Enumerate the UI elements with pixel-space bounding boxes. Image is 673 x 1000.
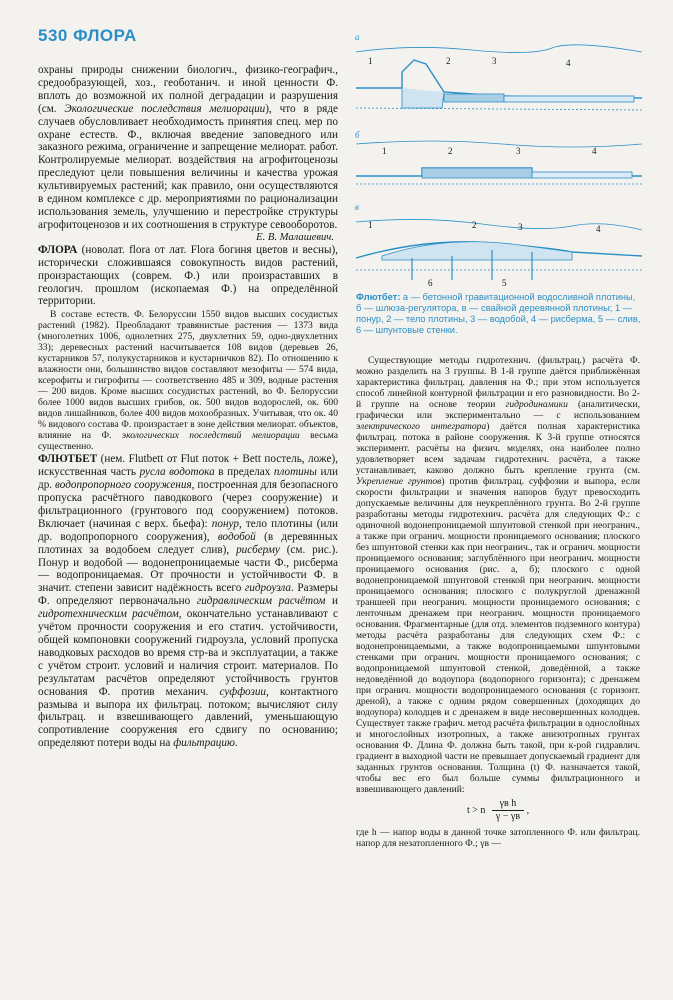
water-line-a [356, 45, 642, 53]
link-ponur[interactable]: понур [211, 517, 239, 530]
ground-a [356, 108, 642, 110]
figure-num-3v: 3 [518, 222, 523, 232]
author-signature: Е. В. Малашевич. [256, 231, 334, 243]
flutbet-figure [352, 30, 644, 288]
link-filtration[interactable]: фильтрацию [173, 737, 235, 750]
figure-num-4a: 4 [566, 58, 571, 68]
headword-flora: ФЛОРА [38, 243, 78, 256]
formula-numerator: γв h [492, 798, 524, 811]
paragraph-protection: охраны природы снижении биологич., физико-географич., средообразующей, хоз., геоботанич. и иной ценности Ф. вплоть до возможной их полной деградации и разрушения (см. Экологические последствия мелиорации), что в ряде случаев обусловливает необходимость принятия спец. мер по охране естеств. Ф., включая введение заповедного или заказного режима, ограничение и запрещение мелиорат. работ. Контролируемые мелиорат. воздействия на агрофитоценозы преследуют цели повышения величины и качества урожая культивируемых растений; как правило, они осуществляются в едином комплексе с др. мероприятиями по рационализации использования земель, улучшению и перестройке структуры агрофитоценозов и их соотношения в структуре севооборотов. [38, 64, 338, 231]
page-header [38, 26, 137, 46]
link-risberma[interactable]: рисберму [236, 543, 280, 556]
figure-num-1a: 1 [368, 56, 373, 66]
headword-flutbet: ФЛЮТБЕТ [38, 453, 98, 466]
paragraph-where: где h — напор воды в данной точке затопленного Ф. или фильтрац. напор для незатопленного Ф.; γв — [356, 827, 640, 849]
sluice-body-b [422, 168, 532, 178]
figure-num-2a: 2 [446, 56, 451, 66]
link-water-structure[interactable]: водопропорного сооружения [55, 479, 192, 492]
figure-num-5v: 5 [502, 278, 507, 288]
link-ecological-consequences-2[interactable]: экологических последствий мелиорации [121, 430, 300, 442]
vodoboy-a [444, 94, 504, 102]
link-hydraulic-calc[interactable]: гидравлическим расчётом [196, 595, 326, 608]
figure-num-6v: 6 [428, 278, 433, 288]
formula-comma: , [526, 804, 530, 816]
link-ecological-consequences[interactable]: Экологические последствия мелиорации [64, 102, 266, 115]
figure-num-4b: 4 [592, 146, 597, 156]
risberma-b [532, 172, 632, 178]
figure-caption [356, 292, 642, 336]
entry-flora: ФЛОРА (новолат. flora от лат. Flora богиня цветов и весны), исторически сложившаяся совокупность видов растений, произрастающих (соврем. Ф.) или произраставших в геологич. прошлом (ископаемая Ф.) на определённой территории. [38, 243, 338, 308]
figure-num-1v: 1 [368, 220, 373, 230]
dam-body-a [402, 88, 444, 108]
figure-num-3b: 3 [516, 146, 521, 156]
figure-num-2v: 2 [472, 220, 477, 230]
figure-num-3a: 3 [492, 56, 497, 66]
dam-profile-a [356, 60, 642, 98]
link-hydrodynamics[interactable]: гидродинамики [505, 399, 568, 410]
figure-label-v: в [355, 202, 359, 212]
left-column [38, 64, 338, 750]
link-dams[interactable]: плотины [273, 466, 317, 479]
right-column [356, 355, 640, 849]
link-soil-strengthening[interactable]: Укрепление грунтов [356, 476, 442, 487]
paragraph-methods: Существующие методы гидротехнич. (фильтрац.) расчёта Ф. можно разделить на 3 группы. В 1-й группе даётся приближённая характеристика фильтрац. давления на Ф.; при этом используется способ линейной контурной фильтрации и его разновидности. Во 2-й группе на основе теории гидродинамики (аналитически, графически или экспериментально — с использованием электрического интегратора) даётся полная характеристика фильтрац. потока в районе сооружения. К 3-й группе относятся эксперимент. расчёты на физич. моделях, она наиболее полно удовлетворяет всем задачам гидротехнич. расчёта, а также устанавливает, каково должно быть крепление грунта (см. Укрепление грунтов) против фильтрац. суффозии и выпора, если скорости фильтрации и значения напоров будут превосходить допускаемые величины для неукреплённого грунта. Во 2-й группе разработаны методы гидротехнич. расчёта для следующих Ф.: с одиночной водонепроницаемой шпунтовой стенкой при неогранич., а также при огранич. мощности проницаемого основания; плоского без шпунтовой стенки как при неогранич., так и огранич. мощности проницаемого основания; заглублённого при неогранич. мощности проницаемого основания (рис. а, б); плоского с одной водонепроницаемой шпунтовой стенкой при неогранич. мощности проницаемого основания; плоского с полукруглой дренажной траншеей при неогранич. мощности проницаемого основания; с ленточным дренажем при неогранич. мощности проницаемого основания. Фрагментарные (для отд. элементов подземного контура) методы расчёта разработаны для следующих схем Ф.: с водонепроницаемыми, а также водопроницаемыми шпунтовыми стенками при огранич. мощности проницаемого основания; с водопроницаемой шпунтовой стенкой, доведённой, а также недоведённой до водоупора (водопорного горизонта); с дренажем при огранич. мощности водопроницаемого основания (с горизонт. дреной), а также с одним рядом совершенных (доходящих до водоупора) колодцев и с дренажем в виде несовершенных колодцев. Существует также графич. метод расчёта фильтрации в однослойных и многослойных изотропных, а также анизотропных грунтах основания Ф. Длина Ф. должна быть такой, при к-рой гидравлич. градиент в выходной части не превышает допускаемый градиент для заданных грунтов основания. Толщина (t) Ф. назначается такой, чтобы вес его был больше суммы фильтрационного и взвешивающего давлений: [356, 355, 640, 795]
flora-details: В составе естеств. Ф. Белоруссии 1550 видов высших сосудистых растений (1982). Преобладают травянистые растения — 1373 вида (многолетних 1006, однолетних 275, двухлетних 59, одно-двухлетних 33); деревесных растений насчитывается 108 видов (деревьев 26, кустарников 57, полукустарников и кустарничков 82). По отношению к влажности они, большинство видов составляют мезофиты — 574 вида, ксерофиты и гигрофиты — соответственно 485 и 309, водные растения — 200 видов. Кроме высших сосудистых растений, во Ф. Белоруссии более 1000 видов высших грибов, ок. 500 видов водорослей, ок. 600 видов лишайников, более 400 видов мохообразных. Учитывая, что ок. 40 % видового состава Ф. произрастает в зоне действия мелиорат. объектов, влияние на Ф. экологических последствий мелиорации весьма существенно. [38, 309, 338, 453]
figure-num-1b: 1 [382, 146, 387, 156]
link-hydronode[interactable]: гидроузла [244, 582, 292, 595]
link-vodoboy[interactable]: водобой [217, 530, 256, 543]
figure-num-2b: 2 [448, 146, 453, 156]
entry-flutbet: ФЛЮТБЕТ (нем. Flutbett от Flut поток + Bett постель, ложе), искусственная часть русла водотока в пределах плотины или др. водопропорного сооружения, построенная для безопасного пропуска расчётного паводкового (через сооружение) и фильтрационного (грунтового под сооружением) потоков. Включает (начиная с верх. бьефа): понур, тело плотины (или др. водопропорного сооружения), водобой (в деревянных плотинах за водобоем следует слив), рисберму (см. рис.). Понур и водобой — водонепроницаемые части Ф., рисберма — водопроницаемая. От прочности и устойчивости Ф. в значит. степени зависит надёжность всего гидроузла. Размеры Ф. определяют первоначально гидравлическим расчётом и гидротехническим расчётом, окончательно устанавливают с учётом прочности сооружения и его статич. устойчивости, общей компоновки сооружений гидроузла, условий пропуска наводковых расходов во время стр-ва и эксплуатации, а также с учётом строит. условий и наличия строит. материалов. По результатам расчётов определяют устойчивость грунтов основания Ф. против механич. суффозии, контактного размыва и выпора их фильтрац. потоком; вычисляют силу фильтрац. и взвешивающего давлений, уменьшающую сопротивление сооружения его сдвигу по основанию; определяют потери воды на фильтрацию. [38, 453, 339, 750]
risberma-a [504, 96, 634, 102]
figure-num-4v: 4 [596, 224, 601, 234]
link-river-bed[interactable]: русла водотока [139, 466, 215, 479]
page-number: 530 [38, 26, 68, 45]
thickness-formula [356, 798, 640, 823]
timber-dam-body-v [382, 242, 572, 260]
caption-title: Флютбет: [356, 292, 401, 302]
caption-text: а — бетонной гравитационной водосливной плотины, б — шлюза-регулятора, в — свайной деревянной плотины; 1 — понур, 2 — тело плотины, 3 — водобой, 4 — рисберма, 5 — слив, 6 — шпунтовые стенки. [356, 292, 641, 335]
water-line-b [356, 141, 642, 147]
link-suffosion[interactable]: суффозии [219, 685, 267, 698]
formula-fraction [492, 798, 524, 823]
figure-label-b: б [355, 130, 360, 140]
figure-label-a: а [355, 32, 360, 42]
formula-lhs: t > n [466, 804, 486, 816]
running-title: ФЛОРА [73, 26, 137, 45]
link-electric-integrator[interactable]: электрического интегратора [356, 421, 487, 432]
formula-denominator: γ − γв [495, 811, 521, 822]
link-hydrotech-calc[interactable]: гидротехническим расчётом [38, 608, 179, 621]
